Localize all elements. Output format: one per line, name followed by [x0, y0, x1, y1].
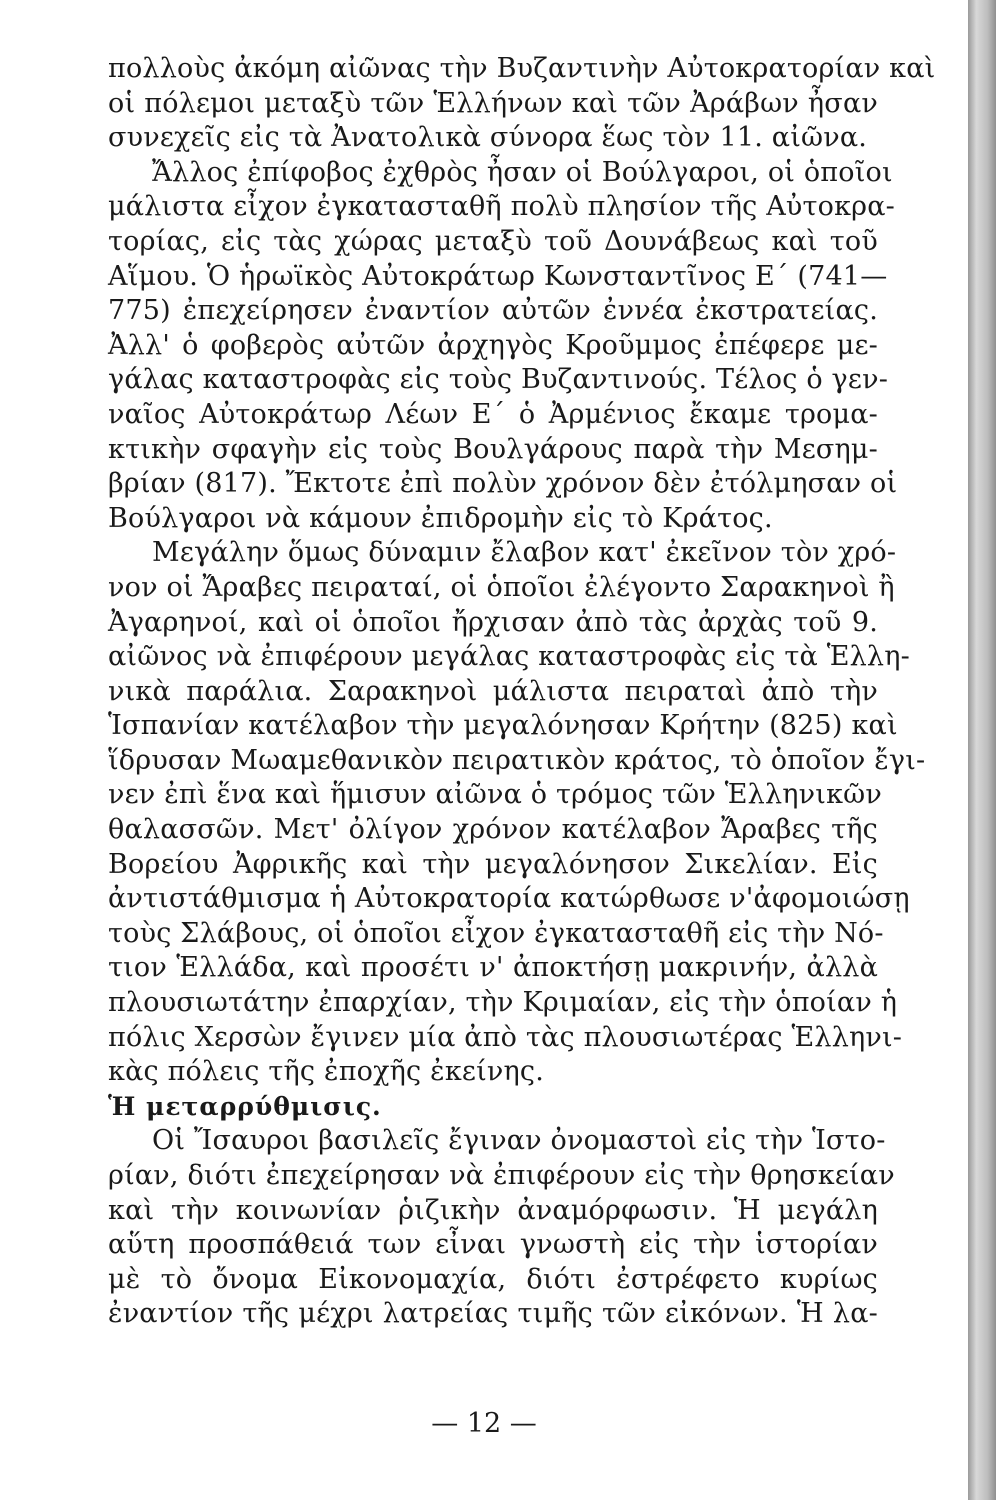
text-line: ἀντιστάθμισμα ἡ Αὐτοκρατορία κατώρθωσε ν'ἀφομοιώσῃ — [108, 883, 910, 915]
text-line: ἐναντίον τῆς μέχρι λατρείας τιμῆς τῶν εἰκόνων. Ἡ λα- — [108, 1298, 878, 1330]
text-line: τοὺς Σλάβους, οἱ ὁποῖοι εἶχον ἐγκατασταθῆ εἰς τὴν Νό- — [108, 917, 884, 949]
text-line: τιον Ἑλλάδα, καὶ προσέτι ν' ἀποκτήσῃ μακρινήν, ἀλλὰ — [108, 952, 878, 984]
page-text — [108, 52, 936, 1332]
text-line: μάλιστα εἶχον ἐγκατασταθῆ πολὺ πλησίον τῆς Αὐτοκρα- — [108, 191, 896, 223]
text-line: οἱ πόλεμοι μεταξὺ τῶν Ἑλλήνων καὶ τῶν Ἀράβων ἦσαν — [108, 87, 878, 119]
text-line: μὲ τὸ ὄνομα Εἰκονομαχία, διότι ἐστρέφετο κυρίως — [108, 1263, 878, 1295]
text-line: Βορείου Ἀφρικῆς καὶ τὴν μεγαλόνησον Σικελίαν. Εἰς — [108, 848, 878, 880]
text-line: νεν ἐπὶ ἕνα καὶ ἥμισυν αἰῶνα ὁ τρόμος τῶν Ἑλληνικῶν — [108, 779, 882, 811]
text-line: Ἀλλ' ὁ φοβερὸς αὐτῶν ἀρχηγὸς Κροῦμμος ἐπέφερε με- — [108, 329, 878, 361]
text-line: Μεγάλην ὅμως δύναμιν ἔλαβον κατ' ἐκεῖνον τὸν χρό- — [152, 537, 897, 569]
text-line: βρίαν (817). Ἔκτοτε ἐπὶ πολὺν χρόνον δὲν ἐτόλμησαν οἱ — [108, 468, 898, 500]
text-line: πλουσιωτάτην ἐπαρχίαν, τὴν Κριμαίαν, εἰς τὴν ὁποίαν ἡ — [108, 987, 898, 1019]
text-line: Βούλγαροι νὰ κάμουν ἐπιδρομὴν εἰς τὸ Κράτος. — [108, 502, 773, 534]
text-line: κὰς πόλεις τῆς ἐποχῆς ἐκείνης. — [108, 1056, 544, 1088]
text-line: αὕτη προσπάθειά των εἶναι γνωστὴ εἰς τὴν ἱστορίαν — [108, 1229, 878, 1261]
text-line: πόλις Χερσὼν ἔγινεν μία ἀπὸ τὰς πλουσιωτέρας Ἑλληνι- — [108, 1021, 903, 1053]
text-line: πολλοὺς ἀκόμη αἰῶνας τὴν Βυζαντινὴν Αὐτοκρατορίαν καὶ — [108, 53, 936, 84]
text-line: Ἄλλος ἐπίφοβος ἐχθρὸς ἦσαν οἱ Βούλγαροι, οἱ ὁποῖοι — [152, 156, 893, 188]
text-line: τορίας, εἰς τὰς χώρας μεταξὺ τοῦ Δουνάβεως καὶ τοῦ — [108, 225, 878, 257]
text-line: Οἱ Ἴσαυροι βασιλεῖς ἔγιναν ὀνομαστοὶ εἰς τὴν Ἱστο- — [152, 1125, 886, 1157]
text-line: νον οἱ Ἄραβες πειραταί, οἱ ὁποῖοι ἐλέγοντο Σαρακηνοὶ ἢ — [108, 571, 895, 603]
text-line: Ἱσπανίαν κατέλαβον τὴν μεγαλόνησαν Κρήτην (825) καὶ — [108, 710, 898, 742]
text-line: 775) ἐπεχείρησεν ἐναντίον αὐτῶν ἐννέα ἐκστρατείας. — [108, 295, 878, 327]
text-line: καὶ τὴν κοινωνίαν ῥιζικὴν ἀναμόρφωσιν. Ἡ μεγάλη — [108, 1194, 878, 1226]
text-line: νικὰ παράλια. Σαρακηνοὶ μάλιστα πειραταὶ ἀπὸ τὴν — [108, 675, 878, 707]
text-line: γάλας καταστροφὰς εἰς τοὺς Βυζαντινούς. Τέλος ὁ γεν- — [108, 364, 889, 396]
section-heading: Ἡ μεταρρύθμισις. — [108, 1091, 382, 1121]
scan-edge — [968, 0, 996, 1500]
text-line: θαλασσῶν. Μετ' ὀλίγον χρόνον κατέλαβον Ἄραβες τῆς — [108, 814, 878, 846]
text-line: Αἵμου. Ὁ ἡρωϊκὸς Αὐτοκράτωρ Κωνσταντῖνος Ε΄ (741— — [108, 260, 888, 292]
text-line: αἰῶνος νὰ ἐπιφέρουν μεγάλας καταστροφὰς εἰς τὰ Ἑλλη- — [108, 641, 910, 673]
text-line: ρίαν, διότι ἐπεχείρησαν νὰ ἐπιφέρουν εἰς τὴν θρησκείαν — [108, 1160, 895, 1191]
text-line: Ἀγαρηνοί, καὶ οἱ ὁποῖοι ἤρχισαν ἀπὸ τὰς ἀρχὰς τοῦ 9. — [108, 606, 878, 638]
text-line: συνεχεῖς εἰς τὰ Ἀνατολικὰ σύνορα ἕως τὸν 11. αἰῶνα. — [108, 122, 868, 154]
page-number: — 12 — — [431, 1408, 537, 1439]
text-line: ἵδρυσαν Μωαμεθανικὸν πειρατικὸν κράτος, τὸ ὁποῖον ἔγι- — [108, 744, 926, 776]
text-line: κτικὴν σφαγὴν εἰς τοὺς Βουλγάρους παρὰ τὴν Μεσημ- — [108, 433, 878, 465]
text-line: ναῖος Αὐτοκράτωρ Λέων Ε΄ ὁ Ἀρμένιος ἔκαμε τρομα- — [108, 398, 878, 430]
